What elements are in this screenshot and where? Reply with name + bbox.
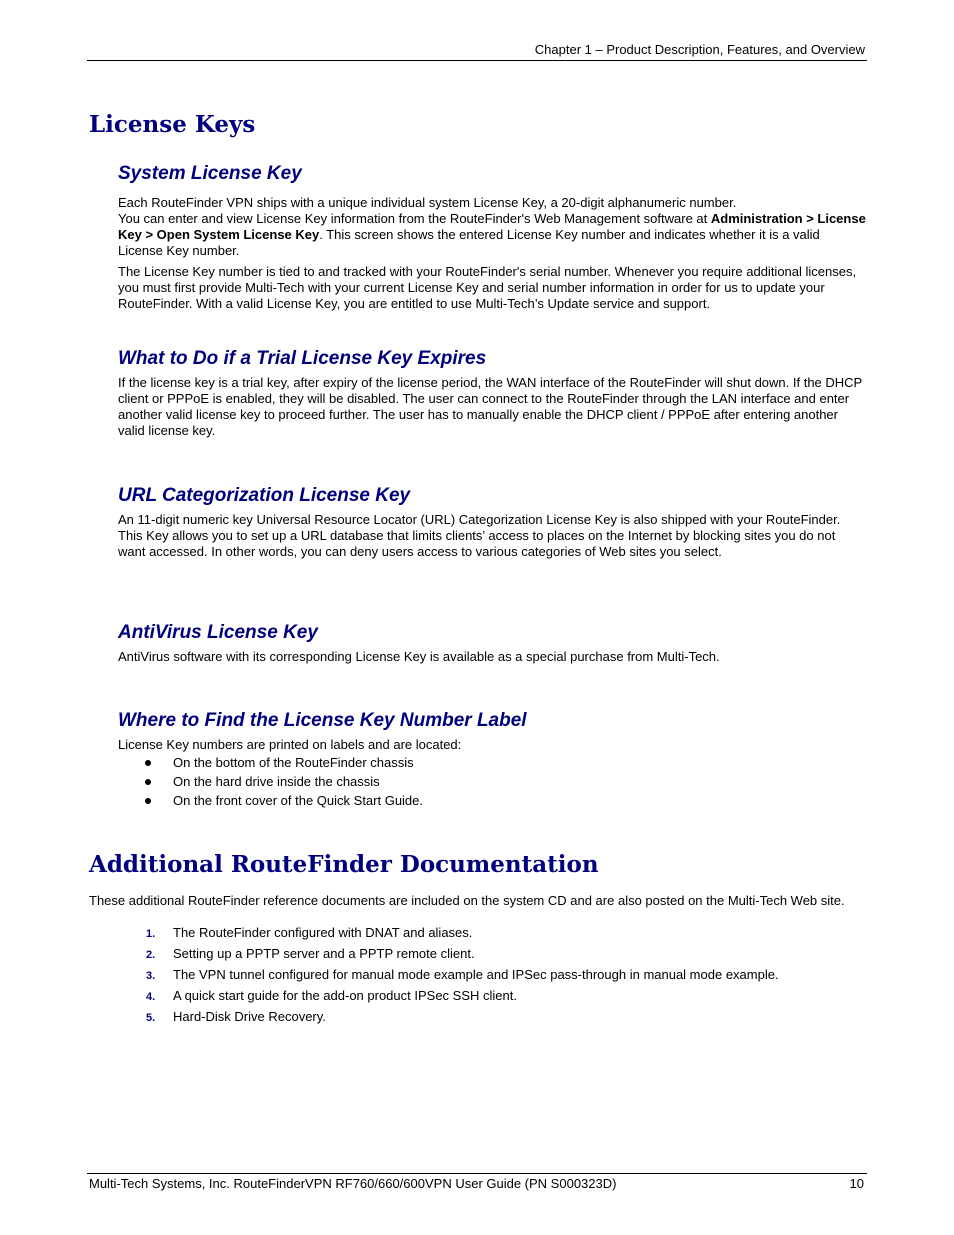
section-title-license-keys: License Keys [89,111,256,138]
footer-text: Multi-Tech Systems, Inc. RouteFinderVPN RF760/660/600VPN User Guide (PN S000323D) [89,1176,617,1191]
list-item [118,988,779,1009]
heading-license-key-label: Where to Find the License Key Number Label [118,710,527,731]
trial-license-paragraph: If the license key is a trial key, after expiry of the license period, the WAN interface of the RouteFinder will shut down. If the DHCP client or PPPoE is enabled, they will be disabled. The user can connect to the RouteFinder through the LAN interface and enter another valid license key to proceed further. The user has to manually enable the DHCP client / PPPoE after entering another valid license key. [118,375,862,438]
list-item-text: On the front cover of the Quick Start Guide. [173,793,424,808]
list-item [118,1009,779,1030]
docs-intro: These additional RouteFinder reference documents are included on the system CD and are also posted on the Multi-Tech Web site. [89,893,845,908]
list-item [118,925,779,946]
list-item [118,946,779,967]
list-number: 3. [146,970,156,982]
docs-list [118,925,779,1030]
license-label-intro: License Key numbers are printed on labels and are located: [118,737,462,752]
page-number: 10 [849,1176,864,1191]
list-item-text: On the bottom of the RouteFinder chassis [173,755,414,770]
bullet-icon [145,779,151,785]
list-item-text: A quick start guide for the add-on product IPSec SSH client. [173,988,517,1003]
list-item-text: The VPN tunnel configured for manual mode example and IPSec pass-through in manual mode example. [173,967,779,982]
bullet-icon [145,760,151,766]
list-item [118,774,423,793]
header-rule [87,60,867,61]
list-number: 2. [146,949,156,961]
url-categorization-paragraph: An 11-digit numeric key Universal Resource Locator (URL) Categorization License Key is also shipped with your RouteFinder. This Key allows you to set up a URL database that limits clients’ access to places on the Internet by blocking sites you do not want accessed. In other words, you can deny users access to various categories of Web sites you select. [118,512,841,559]
list-item [118,755,423,774]
section-title-additional-docs: Additional RouteFinder Documentation [89,851,599,878]
list-item-text: The RouteFinder configured with DNAT and aliases. [173,925,473,940]
heading-url-categorization-key: URL Categorization License Key [118,485,411,506]
bullet-icon [145,798,151,804]
system-license-paragraph-2: The License Key number is tied to and tracked with your RouteFinder's serial number. Whenever you require additional licenses, you must first provide Multi-Tech with your current License Key and serial number information in order for us to update your RouteFinder. With a valid License Key, you are entitled to use Multi-Tech’s Update service and support. [118,264,857,311]
system-license-line-2 [118,211,866,259]
system-license-text-post: . This screen shows the entered License Key number and indicates whether it is a valid License Key number. [118,227,820,258]
license-label-locations [118,755,423,812]
system-license-text-pre: You can enter and view License Key information from the RouteFinder's Web Management software at [118,211,711,226]
heading-trial-license-key: What to Do if a Trial License Key Expires [118,348,487,369]
list-item-text: Hard-Disk Drive Recovery. [173,1009,326,1024]
list-item-text: Setting up a PPTP server and a PPTP remote client. [173,946,475,961]
list-item [118,967,779,988]
system-license-line-1: Each RouteFinder VPN ships with a unique individual system License Key, a 20-digit alphanumeric number. [118,195,737,210]
heading-antivirus-license-key: AntiVirus License Key [118,622,318,643]
antivirus-paragraph: AntiVirus software with its corresponding License Key is available as a special purchase from Multi-Tech. [118,649,720,664]
heading-system-license-key: System License Key [118,163,302,184]
list-number: 1. [146,928,156,940]
system-license-paragraph-1 [118,195,866,259]
list-number: 4. [146,991,156,1003]
footer-rule [87,1173,867,1174]
menu-path: Administration > License Key > Open System License Key [118,211,866,242]
list-item-text: On the hard drive inside the chassis [173,774,380,789]
list-item [118,793,423,812]
list-number: 5. [146,1012,156,1024]
running-header: Chapter 1 – Product Description, Features, and Overview [534,42,865,57]
